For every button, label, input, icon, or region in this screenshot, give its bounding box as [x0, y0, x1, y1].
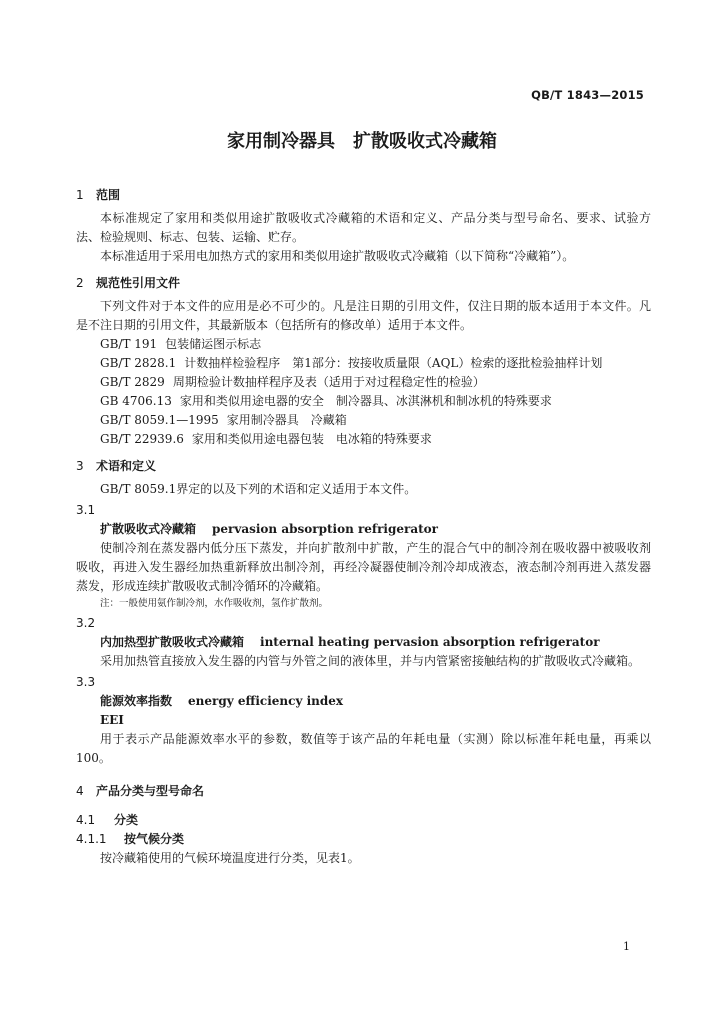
term-en: pervasion absorption refrigerator	[212, 522, 438, 536]
term-number: 3.1	[76, 503, 96, 517]
section-number: 3	[76, 459, 84, 473]
section-title: 术语和定义	[96, 459, 157, 473]
term-abbreviation: EEI	[100, 713, 124, 727]
subsection-heading	[76, 830, 651, 849]
section-1-heading	[76, 186, 651, 205]
paragraph: 下列文件对于本文件的应用是必不可少的。凡是注日期的引用文件，仅注日期的版本适用于本文件。凡是不注日期的引用文件，其最新版本（包括所有的修改单）适用于本文件。	[76, 299, 651, 332]
section-number: 2	[76, 276, 84, 290]
term-number: 3.3	[76, 675, 96, 689]
subsection-heading	[76, 811, 651, 830]
reference-item	[76, 373, 651, 392]
subsection-number: 4.1	[76, 813, 96, 827]
section-2-heading	[76, 274, 651, 293]
reference-item	[76, 392, 651, 411]
reference-code: GB 4706.13	[100, 394, 172, 408]
term-cn: 能源效率指数	[100, 694, 173, 708]
section-number: 4	[76, 784, 84, 798]
document-title: 家用制冷器具 扩散吸收式冷藏箱	[227, 131, 497, 152]
reference-code: GB/T 191	[100, 337, 158, 351]
paragraph: 本标准规定了家用和类似用途扩散吸收式冷藏箱的术语和定义、产品分类与型号命名、要求、试验方法、检验规则、标志、包装、运输、贮存。	[76, 211, 651, 244]
term-heading	[76, 633, 651, 652]
term-heading	[76, 692, 651, 711]
reference-title: 家用制冷器具 冷藏箱	[226, 413, 347, 427]
subsection-title: 分类	[114, 813, 139, 827]
paragraph: GB/T 8059.1界定的以及下列的术语和定义适用于本文件。	[100, 482, 417, 496]
term-definition: 用于表示产品能源效率水平的参数，数值等于该产品的年耗电量（实测）除以标准年耗电量，再乘以100。	[76, 732, 651, 765]
reference-item	[76, 335, 651, 354]
section-number: 1	[76, 188, 84, 202]
section-3-heading	[76, 457, 651, 476]
reference-code: GB/T 2829	[100, 375, 165, 389]
term-number: 3.2	[76, 616, 96, 630]
term-heading	[76, 520, 651, 539]
reference-item	[76, 411, 651, 430]
section-4-heading	[76, 782, 651, 801]
term-note: 注：一般使用氨作制冷剂，水作吸收剂，氢作扩散剂。	[100, 598, 329, 609]
term-en: internal heating pervasion absorption refrigerator	[260, 635, 600, 649]
paragraph: 按冷藏箱使用的气候环境温度进行分类，见表1。	[100, 851, 360, 865]
reference-code: GB/T 2828.1	[100, 356, 177, 370]
term-cn: 扩散吸收式冷藏箱	[100, 522, 197, 536]
reference-item	[76, 354, 651, 373]
subsection-title: 按气候分类	[124, 832, 185, 846]
term-definition: 采用加热管直接放入发生器的内管与外管之间的液体里，并与内管紧密接触结构的扩散吸收式冷藏箱。	[100, 654, 641, 668]
reference-title: 周期检验计数抽样程序及表（适用于对过程稳定性的检验）	[172, 375, 485, 389]
reference-title: 家用和类似用途电器的安全 制冷器具、冰淇淋机和制冰机的特殊要求	[179, 394, 552, 408]
term-cn: 内加热型扩散吸收式冷藏箱	[100, 635, 245, 649]
reference-code: GB/T 8059.1—1995	[100, 413, 219, 427]
subsection-number: 4.1.1	[76, 832, 107, 846]
section-title: 产品分类与型号命名	[96, 784, 205, 798]
section-title: 规范性引用文件	[96, 276, 181, 290]
standard-code: QB/T 1843—2015	[531, 88, 644, 102]
reference-item	[76, 430, 651, 449]
term-en: energy efficiency index	[188, 694, 344, 708]
reference-title: 计数抽样检验程序 第1部分：按接收质量限（AQL）检索的逐批检验抽样计划	[184, 356, 603, 370]
section-title: 范围	[96, 188, 121, 202]
page-number: 1	[623, 940, 630, 953]
reference-code: GB/T 22939.6	[100, 432, 184, 446]
paragraph: 本标准适用于采用电加热方式的家用和类似用途扩散吸收式冷藏箱（以下简称“冷藏箱”）。	[100, 249, 575, 263]
reference-title: 家用和类似用途电器包装 电冰箱的特殊要求	[191, 432, 432, 446]
reference-title: 包装储运图示标志	[165, 337, 262, 351]
term-definition: 使制冷剂在蒸发器内低分压下蒸发，并向扩散剂中扩散，产生的混合气中的制冷剂在吸收器中被吸收剂吸收，再进入发生器经加热重新释放出制冷剂，再经冷凝器使制冷剂冷却成液态，液态制冷剂再进入蒸发器蒸发，形成连续扩散吸收式制冷循环的冷藏箱。	[76, 541, 651, 593]
document-body	[76, 178, 651, 868]
